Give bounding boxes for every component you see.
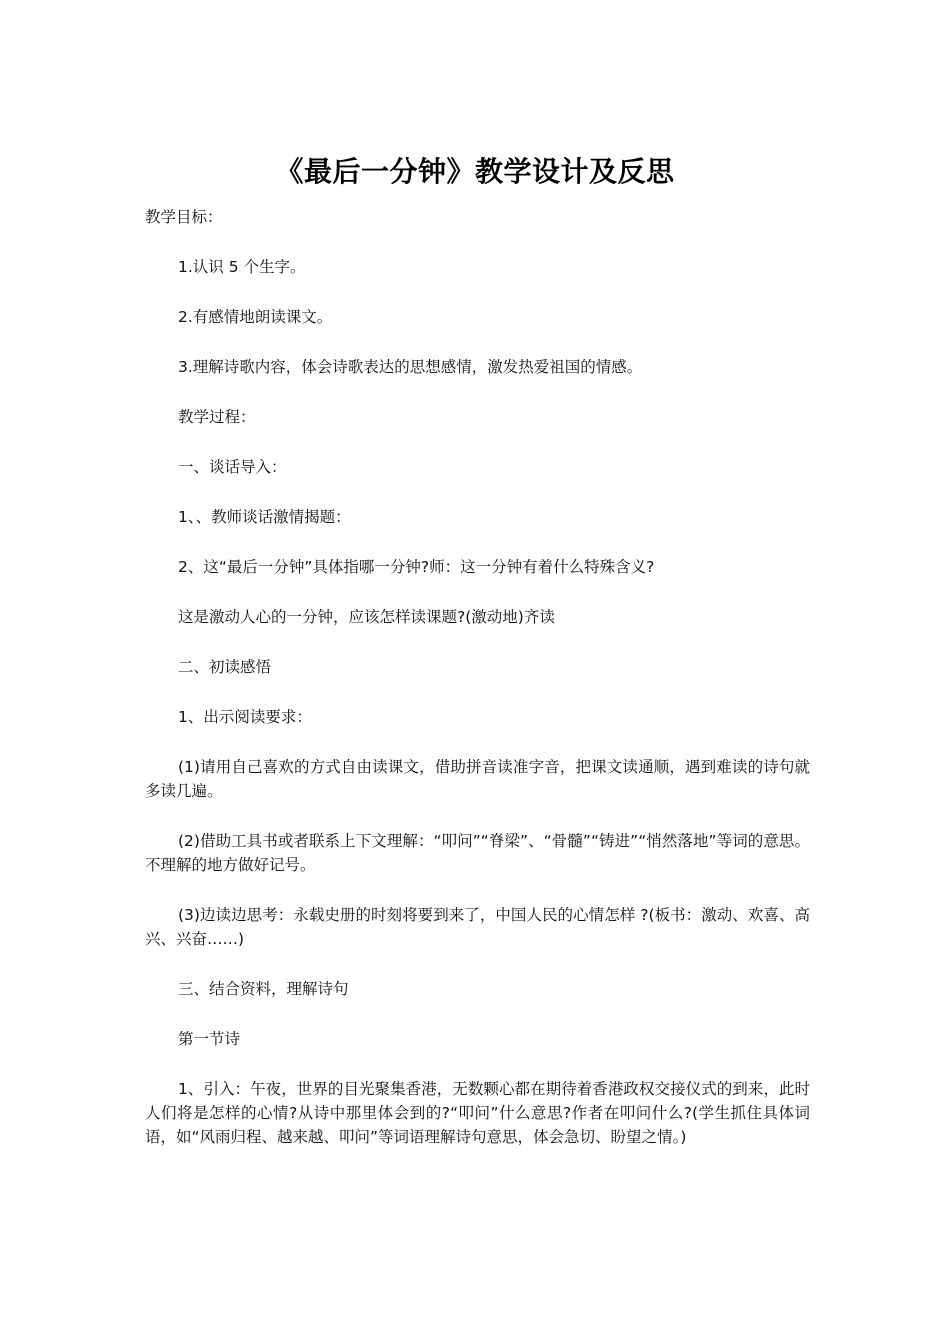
paragraph-7: 2、这“最后一分钟”具体指哪一分钟?师：这一分钟有着什么特殊含义? bbox=[178, 558, 655, 576]
document-title: 《最后一分钟》教学设计及反思 bbox=[275, 155, 675, 188]
paragraph-8: 这是激动人心的一分钟，应该怎样读课题?(激动地)齐读 bbox=[178, 608, 555, 626]
paragraph-14: 三、结合资料，理解诗句 bbox=[178, 980, 349, 998]
paragraph-6: 1、、教师谈话激情揭题： bbox=[178, 508, 351, 526]
paragraph-1: 1.认识 5 个生字。 bbox=[178, 258, 306, 276]
paragraph-11: (1)请用自己喜欢的方式自由读课文，借助拼音读准字音，把课文读通顺，遇到难读的诗句就多读几遍。 bbox=[145, 758, 810, 800]
paragraph-12: (2)借助工具书或者联系上下文理解：“叩问”“脊梁”、“骨髓”“铸进”“悄然落地”等词的意思。不理解的地方做好记号。 bbox=[145, 832, 810, 874]
paragraph-9: 二、初读感悟 bbox=[178, 658, 272, 676]
paragraph-2: 2.有感情地朗读课文。 bbox=[178, 308, 333, 326]
paragraph-0: 教学目标： bbox=[145, 208, 223, 226]
paragraph-15: 第一节诗 bbox=[178, 1030, 241, 1048]
paragraph-5: 一、谈话导入： bbox=[178, 458, 287, 476]
document-body bbox=[145, 205, 810, 1149]
paragraph-3: 3.理解诗歌内容，体会诗歌表达的思想感情，激发热爱祖国的情感。 bbox=[178, 358, 643, 376]
paragraph-10: 1、出示阅读要求： bbox=[178, 708, 312, 726]
paragraph-16: 1、引入：午夜，世界的目光聚集香港，无数颗心都在期待着香港政权交接仪式的到来，此时人们将是怎样的心情?从诗中那里体会到的?“叩问”什么意思?作者在叩问什么?(学生抓住具体词语，如“风雨归程、越来越、叩问”等词语理解诗句意思，体会急切、盼望之情。) bbox=[145, 1080, 810, 1146]
paragraph-4: 教学过程： bbox=[178, 408, 256, 426]
paragraph-13: (3)边读边思考：永载史册的时刻将要到来了，中国人民的心情怎样 ?(板书：激动、欢喜、高兴、兴奋……) bbox=[145, 906, 810, 948]
